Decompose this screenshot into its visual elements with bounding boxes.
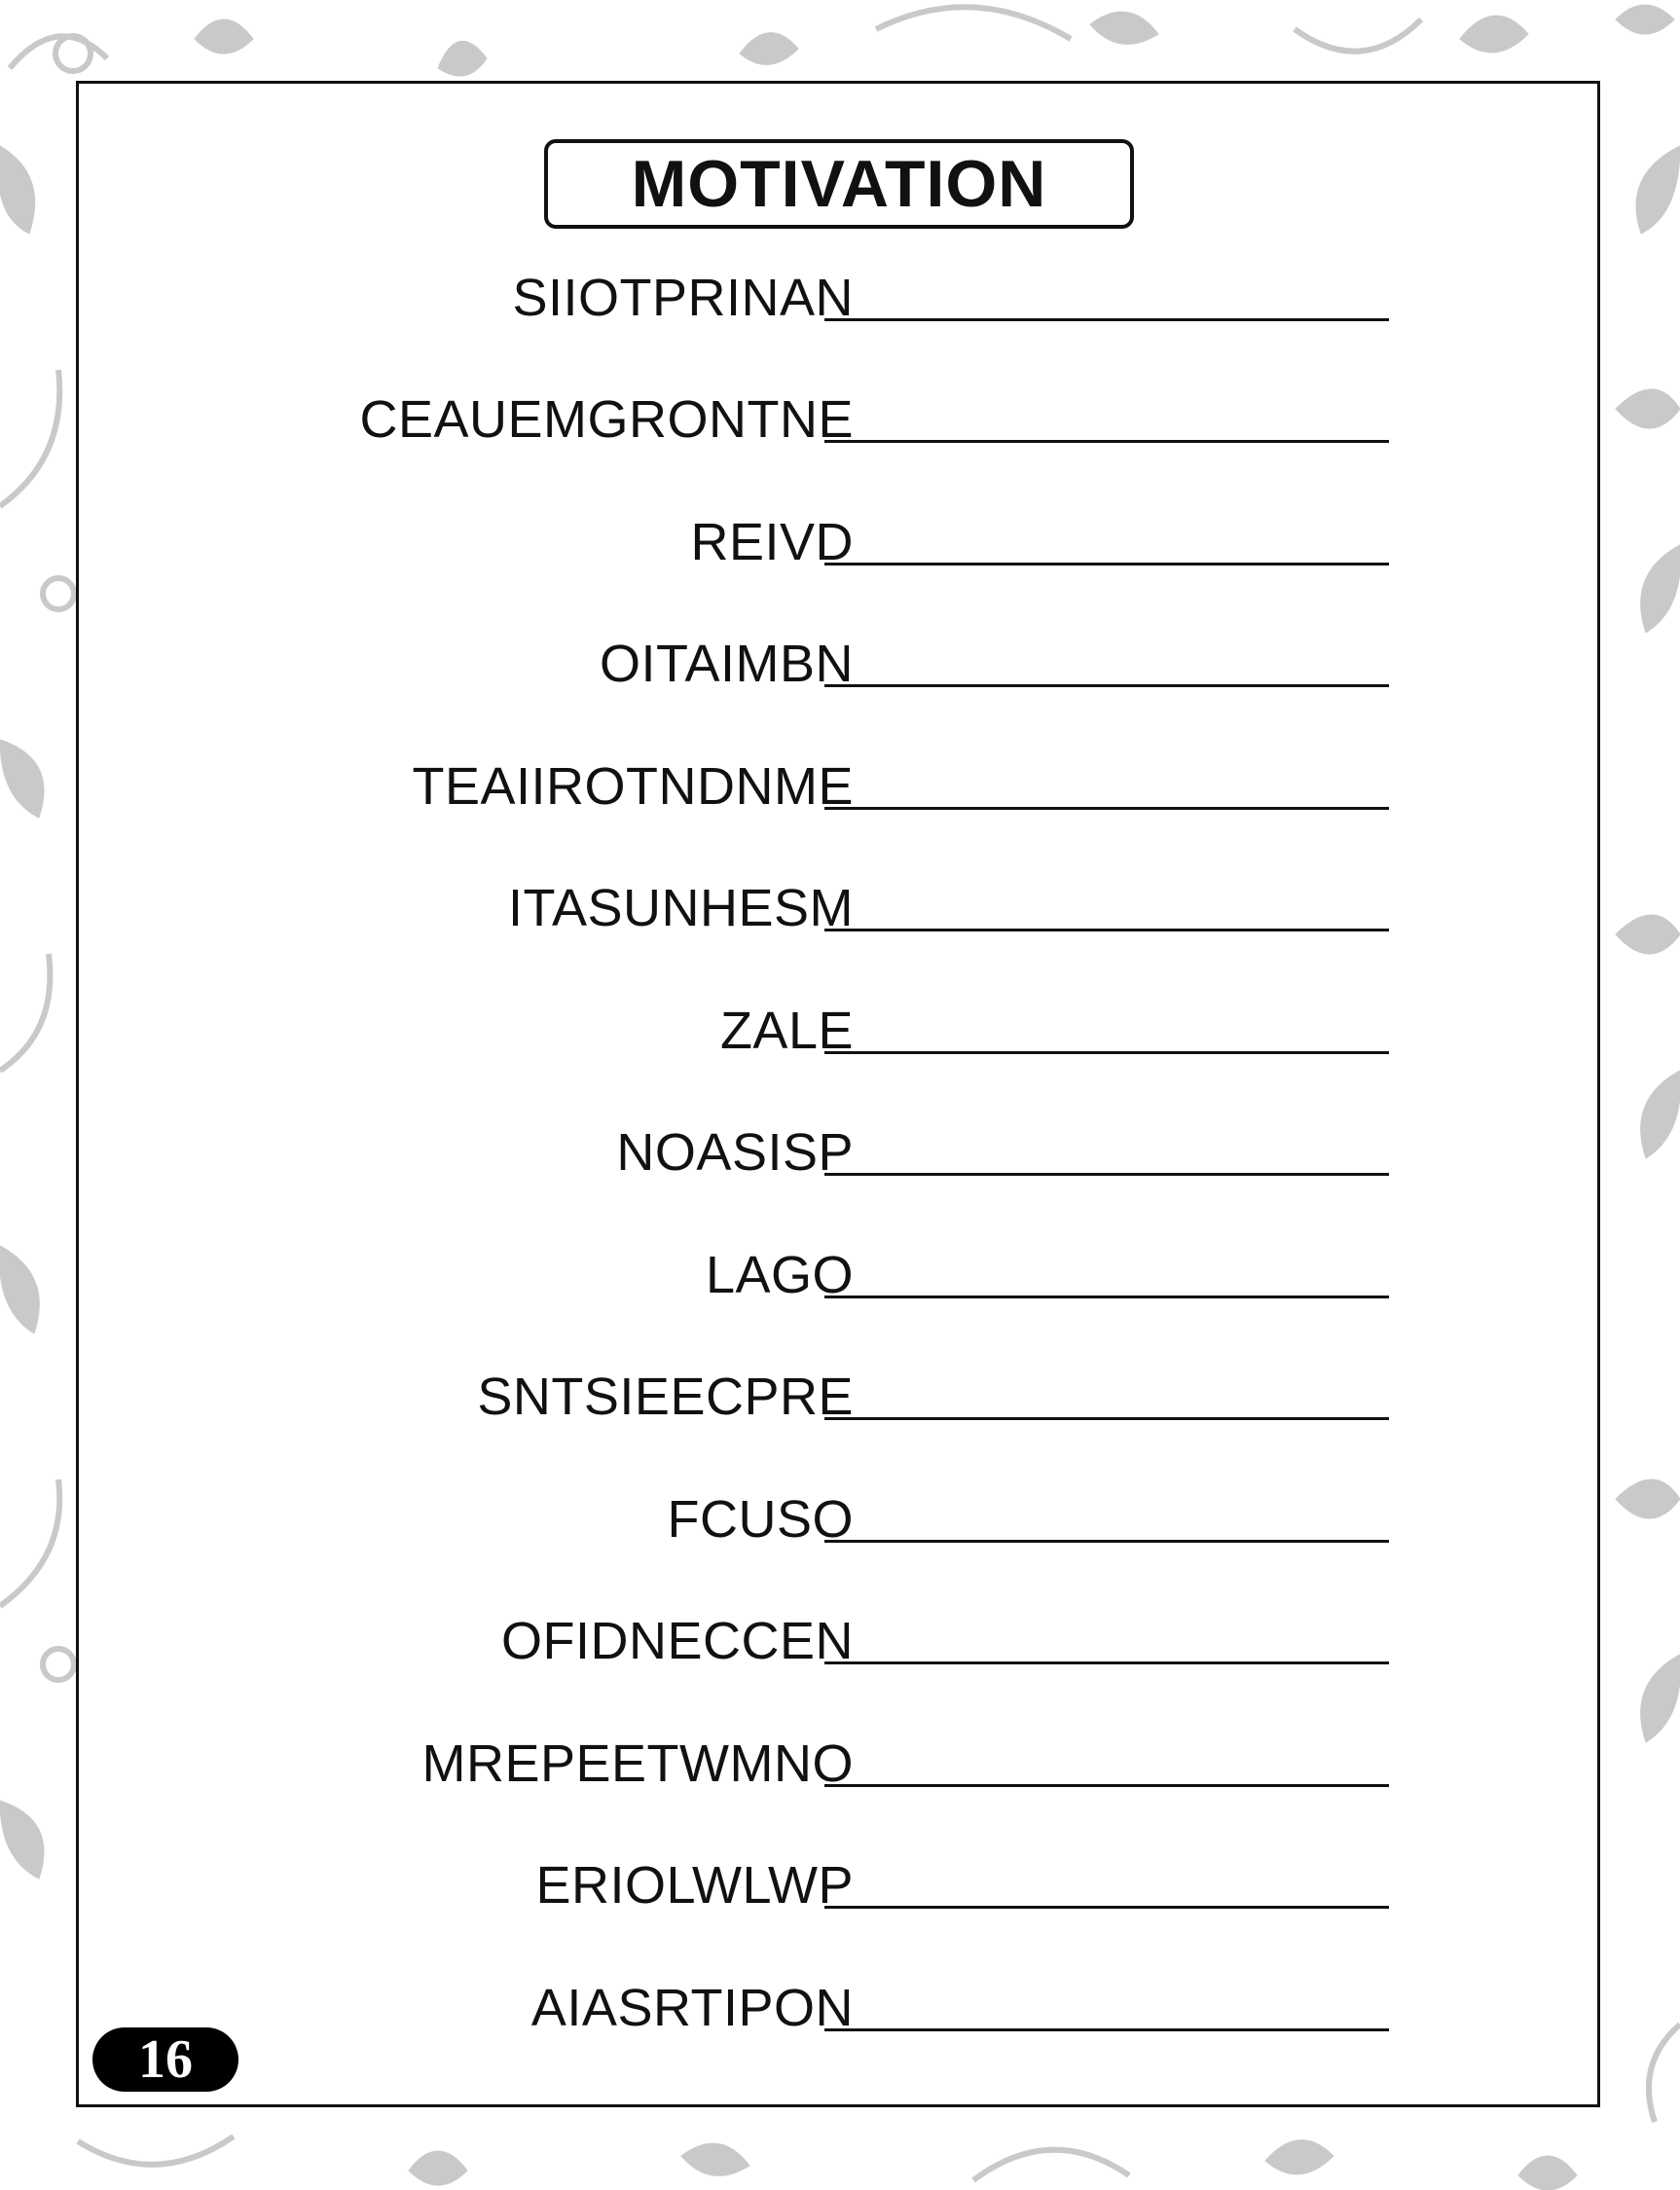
word-row: [79, 1730, 1603, 1807]
worksheet-panel: [76, 81, 1600, 2107]
word-row: [79, 508, 1603, 586]
answer-line[interactable]: [824, 684, 1389, 687]
word-row: [79, 1363, 1603, 1441]
answer-line[interactable]: [824, 2028, 1389, 2031]
page-number: 16: [138, 2029, 193, 2090]
scrambled-word: LAGO: [705, 1246, 854, 1304]
word-row: [79, 874, 1603, 952]
answer-line[interactable]: [824, 929, 1389, 931]
answer-line[interactable]: [824, 1540, 1389, 1543]
word-row: [79, 1851, 1603, 1929]
scrambled-word: ZALE: [719, 1002, 854, 1060]
scrambled-word: NOASISP: [616, 1123, 854, 1182]
word-row: [79, 752, 1603, 830]
word-row: [79, 385, 1603, 463]
scrambled-word: MREPEETWMNO: [421, 1734, 854, 1793]
answer-line[interactable]: [824, 563, 1389, 566]
scrambled-word: SIIOTPRINAN: [512, 269, 854, 327]
answer-line[interactable]: [824, 1173, 1389, 1176]
word-row: [79, 1118, 1603, 1196]
worksheet-title: MOTIVATION: [631, 147, 1047, 221]
answer-line[interactable]: [824, 1784, 1389, 1787]
word-row: [79, 264, 1603, 342]
page-number-badge: [92, 2027, 238, 2092]
word-row: [79, 1485, 1603, 1563]
answer-line[interactable]: [824, 1661, 1389, 1664]
word-row: [79, 1974, 1603, 2052]
scrambled-word: TEAIIROTNDNME: [412, 757, 854, 816]
word-row: [79, 1241, 1603, 1319]
scrambled-word: OITAIMBN: [599, 635, 854, 693]
answer-line[interactable]: [824, 318, 1389, 321]
word-row: [79, 630, 1603, 708]
title-box: [544, 139, 1134, 229]
answer-line[interactable]: [824, 1051, 1389, 1054]
answer-line[interactable]: [824, 1296, 1389, 1298]
scrambled-word: FCUSO: [667, 1490, 854, 1549]
word-row: [79, 1607, 1603, 1685]
scrambled-word: ITASUNHESM: [507, 879, 854, 937]
answer-line[interactable]: [824, 807, 1389, 810]
scrambled-word: OFIDNECCEN: [500, 1612, 854, 1670]
scrambled-word: ERIOLWLWP: [535, 1856, 854, 1915]
scrambled-word: AIASRTIPON: [530, 1979, 854, 2037]
scrambled-word: REIVD: [690, 513, 854, 571]
scrambled-word: CEAUEMGRONTNE: [359, 390, 854, 449]
scrambled-word: SNTSIEECPRE: [477, 1368, 854, 1426]
word-row: [79, 997, 1603, 1075]
answer-line[interactable]: [824, 1906, 1389, 1909]
answer-line[interactable]: [824, 1417, 1389, 1420]
answer-line[interactable]: [824, 440, 1389, 443]
